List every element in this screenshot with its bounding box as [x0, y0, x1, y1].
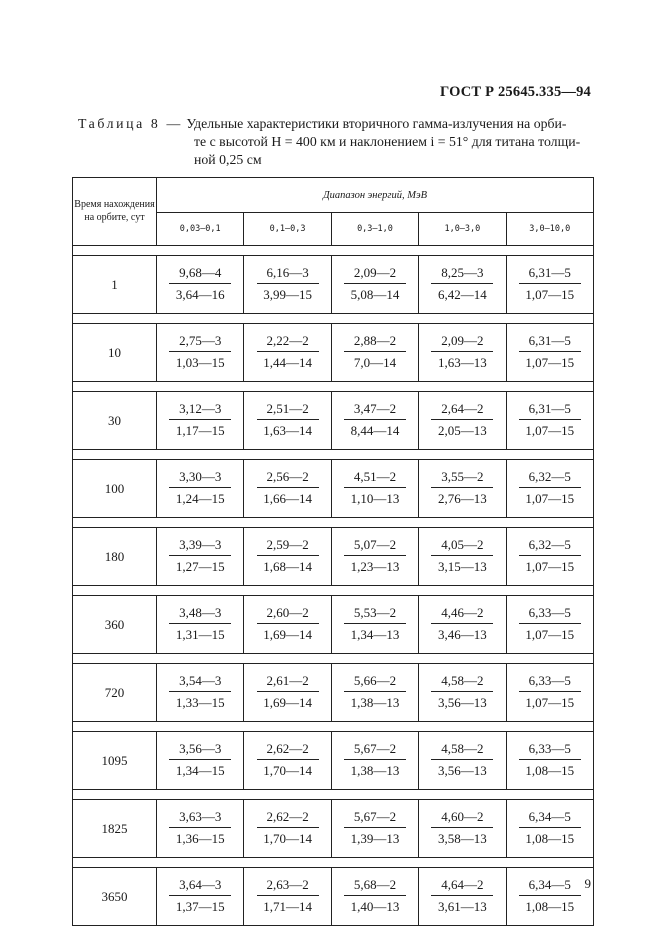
value-fraction	[344, 877, 406, 914]
value-numerator: 3,54—3	[169, 673, 231, 692]
value-cell	[157, 732, 244, 790]
value-denominator: 1,33—15	[175, 695, 225, 710]
value-denominator: 1,70—14	[263, 763, 312, 778]
value-numerator: 2,60—2	[257, 605, 319, 624]
value-fraction	[257, 401, 319, 438]
value-denominator: 3,61—13	[437, 899, 487, 914]
value-fraction	[431, 809, 493, 846]
value-numerator: 2,61—2	[257, 673, 319, 692]
value-numerator: 3,55—2	[431, 469, 493, 488]
row-separator	[73, 654, 594, 664]
value-denominator: 8,44—14	[350, 423, 400, 438]
value-cell	[157, 868, 244, 926]
value-denominator: 1,07—15	[525, 627, 575, 642]
table-row	[73, 732, 594, 790]
row-separator	[73, 382, 594, 392]
value-cell	[331, 392, 418, 450]
value-denominator: 3,15—13	[437, 559, 487, 574]
value-fraction	[344, 741, 406, 778]
table-row	[73, 528, 594, 586]
value-numerator: 4,60—2	[431, 809, 493, 828]
value-numerator: 2,63—2	[257, 877, 319, 896]
time-column-header: Время нахождения на орбите, сут	[73, 178, 157, 246]
value-fraction	[257, 333, 319, 370]
value-fraction	[344, 401, 406, 438]
value-fraction	[431, 673, 493, 710]
value-fraction	[519, 401, 581, 438]
value-cell	[331, 460, 418, 518]
time-cell: 720	[73, 664, 157, 722]
value-numerator: 6,33—5	[519, 741, 581, 760]
table-row	[73, 324, 594, 382]
value-denominator: 1,24—15	[175, 491, 225, 506]
value-fraction	[431, 265, 493, 302]
value-numerator: 5,53—2	[344, 605, 406, 624]
value-numerator: 2,09—2	[431, 333, 493, 352]
value-denominator: 1,34—13	[350, 627, 400, 642]
value-cell	[419, 732, 506, 790]
value-fraction	[169, 333, 231, 370]
value-cell	[419, 800, 506, 858]
value-numerator: 3,12—3	[169, 401, 231, 420]
value-denominator: 1,37—15	[175, 899, 225, 914]
value-cell	[506, 460, 593, 518]
value-denominator: 1,63—13	[437, 355, 487, 370]
value-fraction	[519, 265, 581, 302]
value-denominator: 1,07—15	[525, 287, 575, 302]
value-fraction	[344, 809, 406, 846]
value-denominator: 1,07—15	[525, 355, 575, 370]
value-denominator: 1,07—15	[525, 695, 575, 710]
value-fraction	[169, 877, 231, 914]
value-fraction	[519, 877, 581, 914]
value-denominator: 3,99—15	[263, 287, 312, 302]
row-separator	[73, 790, 594, 800]
value-cell	[506, 324, 593, 382]
value-cell	[506, 732, 593, 790]
value-fraction	[519, 469, 581, 506]
value-cell	[419, 596, 506, 654]
value-fraction	[344, 537, 406, 574]
energy-range-text: 3,0—10,0	[529, 224, 571, 234]
value-numerator: 6,33—5	[519, 673, 581, 692]
value-cell	[157, 324, 244, 382]
value-denominator: 1,08—15	[525, 763, 575, 778]
value-denominator: 1,68—14	[263, 559, 312, 574]
time-cell: 10	[73, 324, 157, 382]
value-denominator: 6,42—14	[437, 287, 487, 302]
value-cell	[244, 324, 331, 382]
time-cell: 1095	[73, 732, 157, 790]
value-numerator: 2,88—2	[344, 333, 406, 352]
value-numerator: 6,16—3	[257, 265, 319, 284]
value-numerator: 4,58—2	[431, 673, 493, 692]
value-denominator: 5,08—14	[350, 287, 400, 302]
value-fraction	[169, 673, 231, 710]
value-denominator: 1,23—13	[350, 559, 400, 574]
energy-range-label	[244, 213, 331, 246]
value-fraction	[169, 809, 231, 846]
time-cell: 1825	[73, 800, 157, 858]
value-cell	[244, 664, 331, 722]
value-denominator: 3,64—16	[175, 287, 225, 302]
value-cell	[506, 528, 593, 586]
value-fraction	[169, 469, 231, 506]
value-cell	[331, 256, 418, 314]
value-denominator: 7,0—14	[353, 355, 397, 370]
value-fraction	[169, 401, 231, 438]
value-denominator: 1,27—15	[175, 559, 225, 574]
value-denominator: 1,17—15	[175, 423, 225, 438]
row-separator-cell	[73, 246, 594, 256]
value-fraction	[257, 673, 319, 710]
value-denominator: 3,58—13	[437, 831, 487, 846]
value-denominator: 1,39—13	[350, 831, 400, 846]
value-fraction	[431, 605, 493, 642]
value-fraction	[257, 741, 319, 778]
value-numerator: 3,64—3	[169, 877, 231, 896]
value-cell	[157, 664, 244, 722]
value-denominator: 1,07—15	[525, 559, 575, 574]
row-separator-cell	[73, 450, 594, 460]
value-numerator: 6,34—5	[519, 877, 581, 896]
value-numerator: 3,63—3	[169, 809, 231, 828]
value-fraction	[344, 469, 406, 506]
value-fraction	[431, 741, 493, 778]
row-separator-cell	[73, 382, 594, 392]
value-cell	[506, 596, 593, 654]
table-row	[73, 868, 594, 926]
time-cell: 1	[73, 256, 157, 314]
value-fraction	[431, 537, 493, 574]
gamma-radiation-table	[72, 177, 594, 926]
value-numerator: 6,33—5	[519, 605, 581, 624]
value-denominator: 1,71—14	[263, 899, 312, 914]
value-cell	[331, 324, 418, 382]
value-denominator: 1,63—14	[263, 423, 312, 438]
value-numerator: 6,31—5	[519, 333, 581, 352]
value-fraction	[169, 265, 231, 302]
value-denominator: 1,66—14	[263, 491, 312, 506]
value-cell	[157, 596, 244, 654]
value-cell	[419, 460, 506, 518]
time-cell: 360	[73, 596, 157, 654]
value-cell	[331, 868, 418, 926]
document-code: ГОСТ Р 25645.335—94	[440, 84, 591, 100]
value-denominator: 2,76—13	[437, 491, 487, 506]
row-separator	[73, 586, 594, 596]
value-cell	[419, 392, 506, 450]
value-cell	[506, 800, 593, 858]
value-denominator: 1,38—13	[350, 695, 400, 710]
value-numerator: 3,47—2	[344, 401, 406, 420]
value-cell	[244, 392, 331, 450]
value-cell	[244, 256, 331, 314]
value-numerator: 5,66—2	[344, 673, 406, 692]
value-numerator: 8,25—3	[431, 265, 493, 284]
table-caption-line3: ной 0,25 см	[194, 152, 262, 167]
value-fraction	[519, 741, 581, 778]
value-denominator: 3,56—13	[437, 695, 487, 710]
value-denominator: 3,46—13	[437, 627, 487, 642]
value-cell	[157, 392, 244, 450]
row-separator-cell	[73, 314, 594, 324]
value-cell	[244, 732, 331, 790]
value-numerator: 4,51—2	[344, 469, 406, 488]
value-cell	[244, 528, 331, 586]
time-cell: 180	[73, 528, 157, 586]
value-fraction	[257, 809, 319, 846]
table-caption-line2: те с высотой H = 400 км и наклонением i = 51° для титана толщи-	[194, 134, 581, 149]
value-denominator: 3,56—13	[437, 763, 487, 778]
value-denominator: 1,08—15	[525, 831, 575, 846]
value-fraction	[169, 537, 231, 574]
energy-range-text: 0,03—0,1	[179, 224, 221, 234]
value-numerator: 5,67—2	[344, 741, 406, 760]
value-numerator: 6,32—5	[519, 537, 581, 556]
value-numerator: 4,58—2	[431, 741, 493, 760]
value-fraction	[257, 469, 319, 506]
value-fraction	[169, 605, 231, 642]
value-numerator: 6,34—5	[519, 809, 581, 828]
row-separator	[73, 246, 594, 256]
value-numerator: 6,32—5	[519, 469, 581, 488]
table-row	[73, 664, 594, 722]
value-cell	[331, 596, 418, 654]
row-separator	[73, 858, 594, 868]
value-fraction	[519, 673, 581, 710]
value-numerator: 2,59—2	[257, 537, 319, 556]
value-cell	[244, 868, 331, 926]
time-cell: 100	[73, 460, 157, 518]
table-caption-lead: Таблица 8 —	[78, 116, 183, 131]
value-cell	[419, 324, 506, 382]
value-numerator: 2,64—2	[431, 401, 493, 420]
value-fraction	[519, 605, 581, 642]
energy-range-text: 1,0—3,0	[444, 224, 481, 234]
energy-range-label	[331, 213, 418, 246]
value-cell	[331, 664, 418, 722]
value-denominator: 1,40—13	[350, 899, 400, 914]
row-separator	[73, 450, 594, 460]
value-denominator: 1,70—14	[263, 831, 312, 846]
energy-range-label	[419, 213, 506, 246]
value-fraction	[257, 265, 319, 302]
value-fraction	[519, 537, 581, 574]
value-denominator: 1,69—14	[263, 627, 312, 642]
energy-range-label	[506, 213, 593, 246]
value-denominator: 1,34—15	[175, 763, 225, 778]
value-cell	[331, 528, 418, 586]
value-fraction	[431, 469, 493, 506]
value-cell	[244, 460, 331, 518]
energy-range-label	[157, 213, 244, 246]
value-numerator: 5,68—2	[344, 877, 406, 896]
value-fraction	[257, 605, 319, 642]
value-fraction	[431, 877, 493, 914]
time-cell: 30	[73, 392, 157, 450]
table-row	[73, 460, 594, 518]
energy-range-header: Диапазон энергий, МэВ	[157, 178, 594, 213]
value-cell	[157, 256, 244, 314]
value-fraction	[431, 333, 493, 370]
value-numerator: 2,09—2	[344, 265, 406, 284]
value-cell	[506, 664, 593, 722]
table-row	[73, 800, 594, 858]
row-separator-cell	[73, 858, 594, 868]
value-fraction	[519, 809, 581, 846]
value-cell	[331, 732, 418, 790]
table-row	[73, 596, 594, 654]
value-numerator: 6,31—5	[519, 401, 581, 420]
value-cell	[419, 256, 506, 314]
value-denominator: 1,38—13	[350, 763, 400, 778]
value-denominator: 1,08—15	[525, 899, 575, 914]
value-fraction	[344, 333, 406, 370]
value-numerator: 6,31—5	[519, 265, 581, 284]
value-numerator: 3,30—3	[169, 469, 231, 488]
row-separator-cell	[73, 722, 594, 732]
value-numerator: 3,39—3	[169, 537, 231, 556]
value-cell	[419, 868, 506, 926]
row-separator-cell	[73, 654, 594, 664]
row-separator	[73, 518, 594, 528]
value-numerator: 2,62—2	[257, 741, 319, 760]
value-denominator: 1,36—15	[175, 831, 225, 846]
value-cell	[419, 664, 506, 722]
value-cell	[244, 800, 331, 858]
value-fraction	[344, 265, 406, 302]
value-denominator: 1,07—15	[525, 491, 575, 506]
table-caption	[78, 115, 590, 169]
value-cell	[506, 392, 593, 450]
row-separator	[73, 722, 594, 732]
value-denominator: 1,31—15	[175, 627, 225, 642]
value-numerator: 2,56—2	[257, 469, 319, 488]
value-numerator: 4,05—2	[431, 537, 493, 556]
value-denominator: 2,05—13	[437, 423, 487, 438]
value-denominator: 1,07—15	[525, 423, 575, 438]
value-cell	[244, 596, 331, 654]
value-denominator: 1,44—14	[263, 355, 312, 370]
value-fraction	[344, 673, 406, 710]
value-fraction	[431, 401, 493, 438]
value-numerator: 2,22—2	[257, 333, 319, 352]
value-numerator: 2,51—2	[257, 401, 319, 420]
value-numerator: 2,75—3	[169, 333, 231, 352]
energy-range-text: 0,3—1,0	[357, 224, 393, 234]
value-numerator: 9,68—4	[169, 265, 231, 284]
value-fraction	[257, 877, 319, 914]
value-denominator: 1,03—15	[175, 355, 225, 370]
table-row	[73, 256, 594, 314]
time-cell: 3650	[73, 868, 157, 926]
value-fraction	[257, 537, 319, 574]
value-denominator: 1,69—14	[263, 695, 312, 710]
value-cell	[419, 528, 506, 586]
value-numerator: 5,67—2	[344, 809, 406, 828]
value-denominator: 1,10—13	[350, 491, 400, 506]
value-cell	[506, 256, 593, 314]
row-separator-cell	[73, 790, 594, 800]
value-numerator: 2,62—2	[257, 809, 319, 828]
row-separator	[73, 314, 594, 324]
value-cell	[157, 460, 244, 518]
energy-range-text: 0,1—0,3	[269, 224, 306, 234]
value-numerator: 3,56—3	[169, 741, 231, 760]
value-fraction	[519, 333, 581, 370]
value-fraction	[344, 605, 406, 642]
value-numerator: 4,46—2	[431, 605, 493, 624]
value-cell	[331, 800, 418, 858]
value-fraction	[169, 741, 231, 778]
table-caption-line1: Удельные характеристики вторичного гамма-излучения на орби-	[186, 116, 567, 131]
value-cell	[157, 528, 244, 586]
value-numerator: 3,48—3	[169, 605, 231, 624]
page-number: 9	[584, 876, 591, 891]
value-cell	[506, 868, 593, 926]
row-separator-cell	[73, 586, 594, 596]
table-row	[73, 392, 594, 450]
row-separator-cell	[73, 518, 594, 528]
value-numerator: 5,07—2	[344, 537, 406, 556]
value-cell	[157, 800, 244, 858]
value-numerator: 4,64—2	[431, 877, 493, 896]
